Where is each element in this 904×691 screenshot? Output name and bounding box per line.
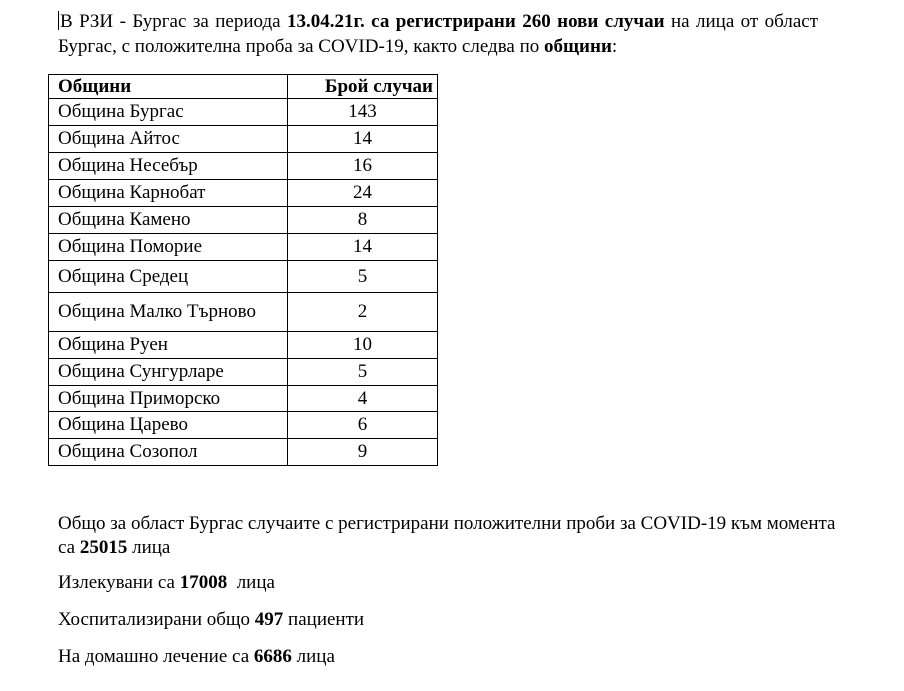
intro-text-1: В РЗИ - Бургас за периода: [60, 11, 287, 32]
row-name: Община Руен: [49, 332, 288, 359]
table-row: [49, 293, 438, 332]
row-name: Община Несебър: [49, 153, 288, 180]
row-value: 2: [288, 293, 438, 332]
table-header-row: [49, 75, 438, 99]
summary-hospitalized-suffix: пациенти: [283, 609, 365, 630]
table-row: [49, 412, 438, 439]
row-value: 16: [288, 153, 438, 180]
text-cursor: [58, 11, 59, 30]
row-name: Община Карнобат: [49, 180, 288, 207]
summary-recovered-value: 17008: [179, 572, 228, 593]
row-value: 9: [288, 439, 438, 466]
table-row: [49, 180, 438, 207]
row-value: 5: [288, 261, 438, 293]
row-value: 6: [288, 412, 438, 439]
summary-recovered-text: Излекувани са: [58, 572, 180, 593]
summary-home-value: 6686: [253, 646, 292, 667]
intro-count: 260: [522, 11, 551, 32]
row-name: Община Царево: [49, 412, 288, 439]
table-row: [49, 332, 438, 359]
summary-total-suffix: лица: [127, 537, 171, 558]
summary-recovered: [58, 571, 838, 595]
summary-total: [58, 512, 838, 560]
header-municipalities: Общини: [49, 75, 288, 99]
row-value: 24: [288, 180, 438, 207]
row-name: Община Приморско: [49, 386, 288, 412]
table-row: [49, 207, 438, 234]
row-value: 8: [288, 207, 438, 234]
row-value: 14: [288, 234, 438, 261]
intro-paragraph: [58, 9, 818, 59]
intro-text-5: общини: [544, 36, 612, 57]
row-value: 14: [288, 126, 438, 153]
summary-total-value: 25015: [79, 537, 128, 558]
row-value: 10: [288, 332, 438, 359]
summary-home-treatment: [58, 645, 838, 669]
header-case-count: Брой случаи: [288, 75, 438, 99]
table-row: [49, 359, 438, 386]
summary-recovered-suffix: лица: [227, 572, 275, 593]
row-name: Община Созопол: [49, 439, 288, 466]
cases-table: [48, 74, 438, 466]
summary-hospitalized: [58, 608, 838, 632]
summary-total-text: Общо за област Бургас случаите с регистрирани положителни проби за COVID-19 към момента са: [58, 513, 836, 558]
row-name: Община Малко Търново: [49, 293, 288, 332]
summary-home-suffix: лица: [291, 646, 335, 667]
row-name: Община Сунгурларе: [49, 359, 288, 386]
row-name: Община Айтос: [49, 126, 288, 153]
table-row: [49, 99, 438, 126]
intro-text-6: :: [611, 36, 618, 57]
intro-text-3: нови случаи: [550, 11, 665, 32]
table-row: [49, 386, 438, 412]
row-name: Община Поморие: [49, 234, 288, 261]
summary-hospitalized-text: Хоспитализирани общо: [58, 609, 255, 630]
row-name: Община Камено: [49, 207, 288, 234]
row-value: 5: [288, 359, 438, 386]
intro-date: 13.04.21г.: [286, 11, 365, 32]
intro-text-2: са регистрирани: [364, 11, 523, 32]
row-value: 143: [288, 99, 438, 126]
intro-text-4: на лица от област Бургас, с положителна проба за COVID-19, както следва по: [58, 11, 819, 57]
table-row: [49, 439, 438, 466]
summary-hospitalized-value: 497: [254, 609, 284, 630]
table-row: [49, 261, 438, 293]
table-row: [49, 153, 438, 180]
summary-home-text: На домашно лечение са: [58, 646, 254, 667]
row-name: Община Средец: [49, 261, 288, 293]
table-row: [49, 126, 438, 153]
row-name: Община Бургас: [49, 99, 288, 126]
table-row: [49, 234, 438, 261]
row-value: 4: [288, 386, 438, 412]
